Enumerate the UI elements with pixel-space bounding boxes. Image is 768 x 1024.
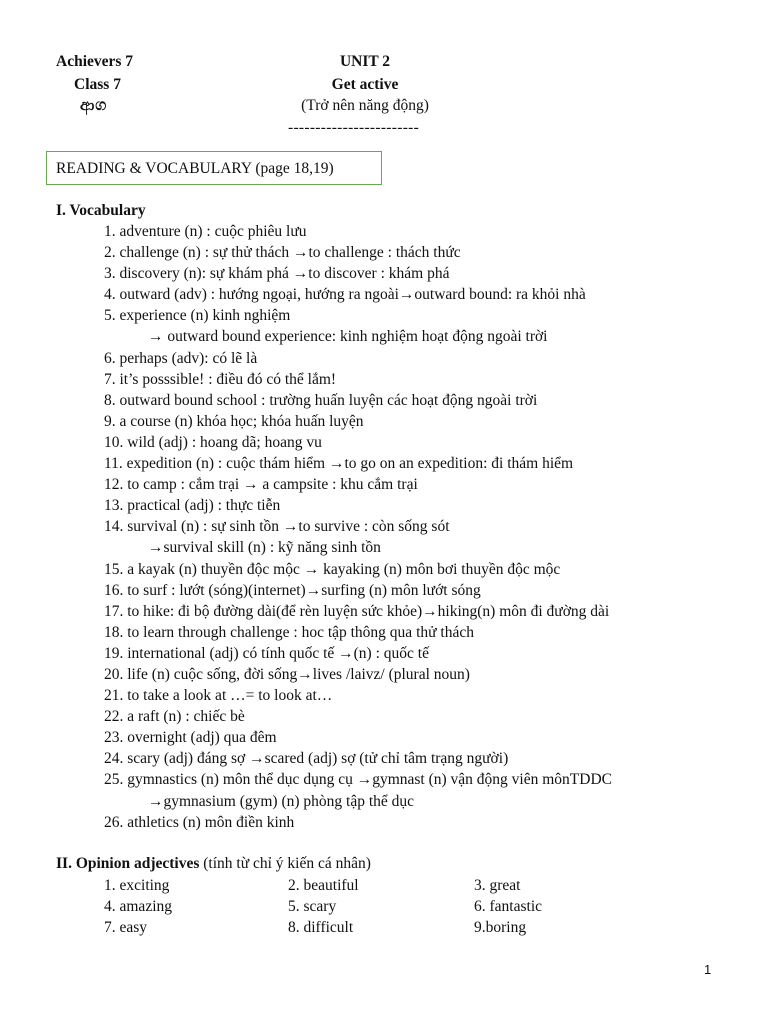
list-item: 9. a course (n) khóa học; khóa huấn luyện	[104, 412, 364, 430]
section-box-label: READING & VOCABULARY (page 18,19)	[56, 160, 334, 177]
grid-cell: 6. fantastic	[474, 898, 543, 915]
list-item: → outward bound experience: kinh nghiệm hoạt động ngoài trời	[148, 328, 548, 346]
vocabulary-list	[104, 221, 612, 833]
list-item: 3. discovery (n): sự khám phá →to discover : khám phá	[104, 265, 450, 283]
list-item: →gymnasium (gym) (n) phòng tập thể dục	[148, 792, 415, 810]
list-item: 6. perhaps (adv): có lẽ là	[104, 349, 258, 367]
grid-cell: 2. beautiful	[288, 877, 359, 894]
list-item: 19. international (adj) có tính quốc tế →(n) : quốc tế	[104, 644, 429, 662]
opinion-heading-line	[56, 854, 371, 874]
list-item: 11. expedition (n) : cuộc thám hiểm →to go on an expedition: đi thám hiểm	[104, 455, 574, 473]
list-item: 24. scary (adj) đáng sợ →scared (adj) sợ (tử chỉ tâm trạng người)	[104, 750, 509, 768]
section-box	[46, 151, 382, 185]
header-rule: ------------------------	[288, 119, 420, 136]
grid-cell: 8. difficult	[288, 919, 354, 936]
list-item: 22. a raft (n) : chiếc bè	[104, 708, 245, 726]
opinion-heading-note: (tính từ chỉ ý kiến cá nhân)	[203, 855, 371, 872]
list-item: 20. life (n) cuộc sống, đời sống→lives /laivz/ (plural noun)	[104, 665, 470, 683]
ornament-glyph: ආග	[80, 97, 108, 114]
list-item: 23. overnight (adj) qua đêm	[104, 729, 277, 747]
list-item: 7. it’s posssible! : điều đó có thể lắm!	[104, 370, 337, 388]
list-item: 26. athletics (n) môn điền kinh	[104, 813, 295, 831]
list-item: 10. wild (adj) : hoang dã; hoang vu	[104, 433, 322, 451]
list-item: 8. outward bound school : trường huấn luyện các hoạt động ngoài trời	[104, 391, 538, 409]
list-item: 14. survival (n) : sự sinh tồn →to survive : còn sống sót	[104, 518, 450, 536]
list-item: 4. outward (adv) : hướng ngoại, hướng ra ngoài→outward bound: ra khỏi nhà	[104, 286, 586, 304]
list-item: 17. to hike: đi bộ đường dài(để rèn luyện sức khỏe)→hiking(n) môn đi đường dài	[104, 602, 610, 620]
opinion-heading: II. Opinion adjectives	[56, 855, 200, 872]
page-number: 1	[704, 962, 712, 977]
list-item: 18. to learn through challenge : hoc tập thông qua thử thách	[104, 623, 474, 641]
grid-cell: 4. amazing	[104, 898, 173, 915]
unit-number: UNIT 2	[339, 53, 391, 70]
grid-cell: 3. great	[474, 877, 521, 894]
list-item: 12. to camp : cắm trại → a campsite : khu cắm trại	[104, 476, 418, 494]
list-item: 1. adventure (n) : cuộc phiêu lưu	[104, 223, 307, 240]
unit-title-translation: (Trở nên năng động)	[301, 97, 429, 114]
list-item: →survival skill (n) : kỹ năng sinh tồn	[148, 539, 381, 557]
vocabulary-heading: I. Vocabulary	[56, 202, 146, 219]
grid-cell: 7. easy	[104, 919, 148, 936]
unit-title: Get active	[331, 76, 399, 93]
list-item: 13. practical (adj) : thực tiễn	[104, 497, 281, 515]
list-item: 15. a kayak (n) thuyền độc mộc → kayaking (n) môn bơi thuyền độc mộc	[104, 560, 561, 578]
class-label: Class 7	[74, 76, 121, 93]
list-item: 25. gymnastics (n) môn thể dục dụng cụ →gymnast (n) vận động viên mônTDDC	[104, 771, 612, 789]
grid-cell: 9.boring	[474, 919, 527, 936]
list-item: 2. challenge (n) : sự thử thách →to challenge : thách thức	[104, 244, 461, 262]
list-item: 5. experience (n) kinh nghiệm	[104, 307, 291, 325]
list-item: 21. to take a look at …= to look at…	[104, 687, 333, 705]
grid-cell: 1. exciting	[104, 877, 170, 894]
grid-cell: 5. scary	[288, 898, 337, 915]
series-title: Achievers 7	[56, 53, 134, 70]
list-item: 16. to surf : lướt (sóng)(internet)→surfing (n) môn lướt sóng	[104, 581, 481, 599]
